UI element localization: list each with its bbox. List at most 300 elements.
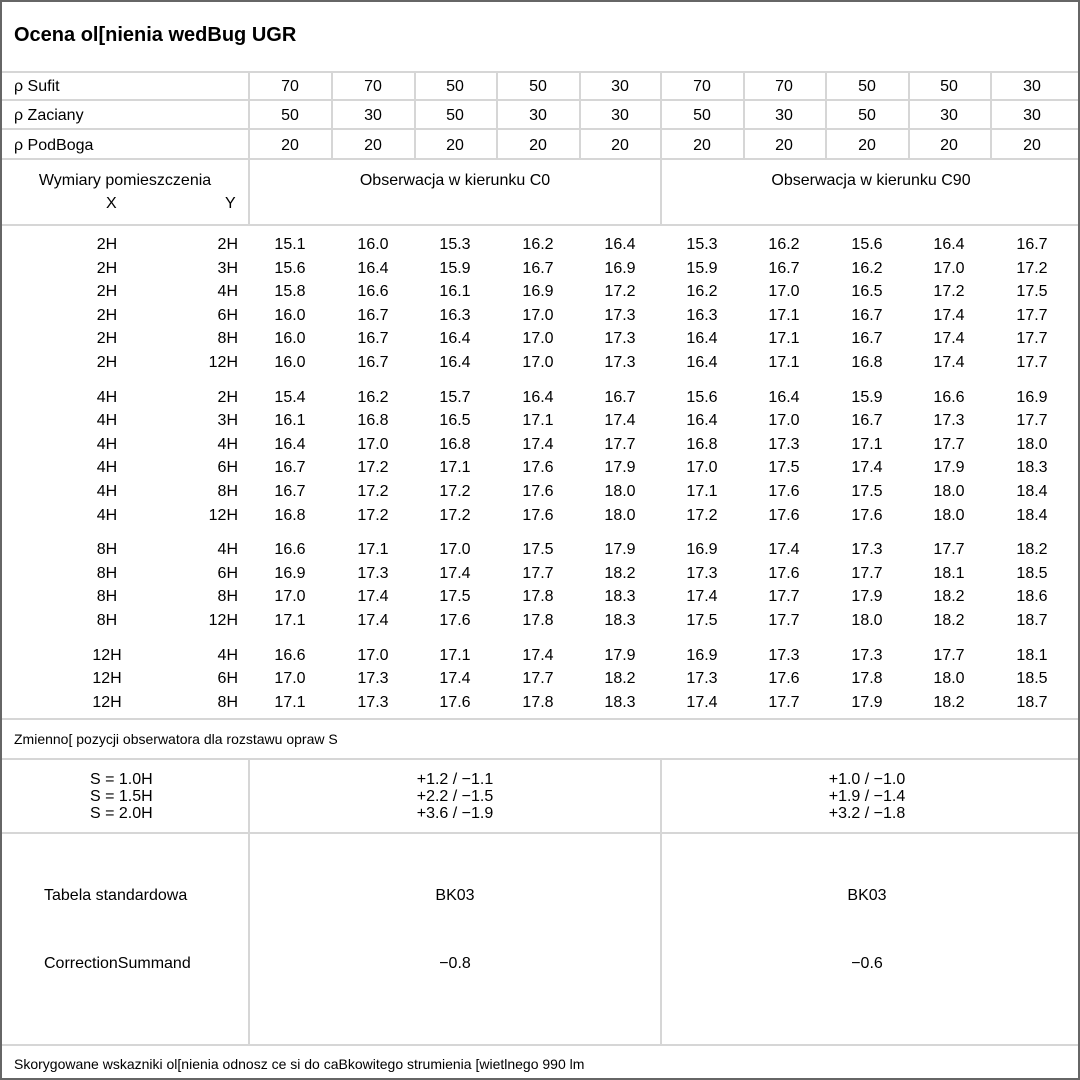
ugr-value: 18.6 bbox=[1016, 588, 1048, 605]
row-y-dimension: 8H bbox=[217, 588, 238, 605]
ugr-value: 17.6 bbox=[768, 507, 800, 524]
row-y-dimension: 4H bbox=[217, 541, 238, 558]
row-x-dimension: 8H bbox=[96, 612, 118, 629]
ugr-value: 17.4 bbox=[357, 612, 389, 629]
row-y-dimension: 3H bbox=[217, 260, 238, 277]
ugr-value: 17.7 bbox=[1016, 412, 1048, 429]
ugr-value: 17.9 bbox=[851, 588, 883, 605]
reflectance-value: 30 bbox=[1023, 78, 1041, 95]
correction-label: CorrectionSummand bbox=[44, 955, 191, 972]
ugr-value: 17.3 bbox=[851, 541, 883, 558]
ugr-value: 18.0 bbox=[933, 670, 965, 687]
reflectance-label: ρ Zaciany bbox=[14, 107, 84, 124]
ugr-value: 15.9 bbox=[686, 260, 718, 277]
row-y-dimension: 2H bbox=[217, 236, 238, 253]
ugr-value: 16.9 bbox=[686, 647, 718, 664]
row-y-dimension: 8H bbox=[217, 330, 238, 347]
variation-value: +3.2 / −1.8 bbox=[828, 805, 906, 822]
ugr-value: 17.4 bbox=[522, 647, 554, 664]
ugr-value: 17.0 bbox=[357, 436, 389, 453]
reflectance-value: 20 bbox=[281, 137, 299, 154]
ugr-value: 16.7 bbox=[274, 483, 306, 500]
reflectance-value: 50 bbox=[446, 107, 464, 124]
rule bbox=[2, 1044, 1080, 1046]
y-label: Y bbox=[225, 195, 236, 212]
ugr-value: 17.1 bbox=[274, 612, 306, 629]
ugr-value: 15.8 bbox=[274, 283, 306, 300]
correction-c90: −0.6 bbox=[851, 955, 883, 972]
correction-c0: −0.8 bbox=[439, 955, 471, 972]
ugr-value: 17.6 bbox=[522, 459, 554, 476]
ugr-value: 17.1 bbox=[768, 330, 800, 347]
ugr-value: 16.7 bbox=[357, 307, 389, 324]
ugr-value: 16.8 bbox=[357, 412, 389, 429]
ugr-value: 16.4 bbox=[686, 412, 718, 429]
rule bbox=[2, 71, 1080, 73]
reflectance-label: ρ Sufit bbox=[14, 78, 60, 95]
ugr-value: 17.3 bbox=[768, 436, 800, 453]
reflectance-value: 70 bbox=[775, 78, 793, 95]
row-y-dimension: 2H bbox=[217, 389, 238, 406]
ugr-value: 17.6 bbox=[522, 483, 554, 500]
ugr-value: 17.0 bbox=[522, 330, 554, 347]
ugr-value: 18.0 bbox=[1016, 436, 1048, 453]
ugr-value: 16.9 bbox=[1016, 389, 1048, 406]
ugr-value: 17.2 bbox=[357, 483, 389, 500]
ugr-value: 16.6 bbox=[933, 389, 965, 406]
ugr-value: 17.2 bbox=[686, 507, 718, 524]
ugr-value: 17.3 bbox=[768, 647, 800, 664]
ugr-value: 17.2 bbox=[1016, 260, 1048, 277]
reflectance-value: 30 bbox=[940, 107, 958, 124]
rule bbox=[2, 158, 1080, 160]
row-y-dimension: 3H bbox=[217, 412, 238, 429]
reflectance-label: ρ PodBoga bbox=[14, 137, 94, 154]
ugr-value: 16.9 bbox=[604, 260, 636, 277]
ugr-value: 15.9 bbox=[439, 260, 471, 277]
ugr-value: 18.7 bbox=[1016, 612, 1048, 629]
reflectance-value: 20 bbox=[940, 137, 958, 154]
ugr-value: 17.4 bbox=[768, 541, 800, 558]
row-y-dimension: 6H bbox=[217, 307, 238, 324]
ugr-value: 16.0 bbox=[274, 354, 306, 371]
rule bbox=[579, 71, 581, 158]
ugr-value: 17.0 bbox=[933, 260, 965, 277]
reflectance-value: 30 bbox=[775, 107, 793, 124]
ugr-value: 17.1 bbox=[439, 459, 471, 476]
ugr-value: 16.6 bbox=[357, 283, 389, 300]
ugr-value: 17.7 bbox=[1016, 354, 1048, 371]
rule bbox=[660, 758, 662, 1044]
ugr-value: 16.2 bbox=[357, 389, 389, 406]
rule bbox=[331, 71, 333, 158]
ugr-value: 18.2 bbox=[933, 612, 965, 629]
ugr-value: 17.7 bbox=[933, 436, 965, 453]
ugr-value: 17.2 bbox=[357, 507, 389, 524]
ugr-value: 17.4 bbox=[439, 565, 471, 582]
row-x-dimension: 2H bbox=[96, 354, 118, 371]
ugr-value: 16.0 bbox=[357, 236, 389, 253]
rule bbox=[660, 71, 662, 158]
reflectance-value: 20 bbox=[1023, 137, 1041, 154]
ugr-value: 17.0 bbox=[522, 307, 554, 324]
row-x-dimension: 4H bbox=[96, 483, 118, 500]
ugr-value: 15.3 bbox=[686, 236, 718, 253]
row-x-dimension: 2H bbox=[96, 236, 118, 253]
ugr-value: 17.0 bbox=[768, 412, 800, 429]
ugr-value: 17.7 bbox=[851, 565, 883, 582]
ugr-value: 15.1 bbox=[274, 236, 306, 253]
variation-value: +1.2 / −1.1 bbox=[416, 771, 494, 788]
reflectance-value: 70 bbox=[693, 78, 711, 95]
ugr-value: 17.5 bbox=[1016, 283, 1048, 300]
row-x-dimension: 4H bbox=[96, 412, 118, 429]
ugr-value: 16.2 bbox=[768, 236, 800, 253]
rule bbox=[2, 99, 1080, 101]
ugr-value: 15.6 bbox=[274, 260, 306, 277]
ugr-value: 17.3 bbox=[604, 354, 636, 371]
ugr-value: 17.0 bbox=[357, 647, 389, 664]
reflectance-value: 70 bbox=[281, 78, 299, 95]
ugr-value: 16.7 bbox=[1016, 236, 1048, 253]
row-x-dimension: 4H bbox=[96, 459, 118, 476]
ugr-value: 16.4 bbox=[686, 354, 718, 371]
ugr-value: 17.4 bbox=[933, 354, 965, 371]
reflectance-value: 20 bbox=[693, 137, 711, 154]
spacing-item: S = 1.0H bbox=[90, 771, 153, 788]
ugr-value: 17.6 bbox=[768, 670, 800, 687]
ugr-value: 15.3 bbox=[439, 236, 471, 253]
ugr-value: 18.3 bbox=[604, 612, 636, 629]
row-y-dimension: 6H bbox=[217, 459, 238, 476]
ugr-value: 18.4 bbox=[1016, 507, 1048, 524]
row-x-dimension: 4H bbox=[96, 389, 118, 406]
ugr-value: 17.4 bbox=[851, 459, 883, 476]
ugr-value: 17.1 bbox=[357, 541, 389, 558]
rule bbox=[2, 758, 1080, 760]
ugr-value: 16.8 bbox=[274, 507, 306, 524]
ugr-value: 17.4 bbox=[686, 588, 718, 605]
ugr-value: 17.3 bbox=[357, 565, 389, 582]
row-x-dimension: 4H bbox=[96, 507, 118, 524]
reflectance-value: 50 bbox=[281, 107, 299, 124]
ugr-value: 17.4 bbox=[933, 307, 965, 324]
ugr-value: 17.0 bbox=[522, 354, 554, 371]
ugr-value: 17.0 bbox=[686, 459, 718, 476]
ugr-value: 16.4 bbox=[768, 389, 800, 406]
ugr-value: 17.4 bbox=[686, 694, 718, 711]
ugr-value: 16.7 bbox=[522, 260, 554, 277]
ugr-value: 17.5 bbox=[851, 483, 883, 500]
ugr-value: 18.2 bbox=[933, 694, 965, 711]
ugr-value: 18.0 bbox=[604, 507, 636, 524]
ugr-value: 16.1 bbox=[439, 283, 471, 300]
ugr-value: 17.1 bbox=[768, 354, 800, 371]
reflectance-value: 20 bbox=[775, 137, 793, 154]
ugr-value: 17.5 bbox=[686, 612, 718, 629]
reflectance-value: 50 bbox=[858, 107, 876, 124]
reflectance-value: 50 bbox=[858, 78, 876, 95]
row-y-dimension: 6H bbox=[217, 670, 238, 687]
ugr-value: 17.9 bbox=[933, 459, 965, 476]
ugr-value: 16.9 bbox=[522, 283, 554, 300]
row-x-dimension: 12H bbox=[92, 670, 122, 687]
ugr-value: 17.5 bbox=[522, 541, 554, 558]
observation-c90-label: Obserwacja w kierunku C90 bbox=[771, 172, 971, 189]
spacing-list bbox=[90, 771, 153, 822]
ugr-value: 17.8 bbox=[522, 612, 554, 629]
row-x-dimension: 12H bbox=[92, 647, 122, 664]
ugr-value: 18.1 bbox=[933, 565, 965, 582]
ugr-value: 16.4 bbox=[274, 436, 306, 453]
ugr-value: 17.5 bbox=[768, 459, 800, 476]
ugr-value: 16.4 bbox=[604, 236, 636, 253]
ugr-value: 17.3 bbox=[933, 412, 965, 429]
page-title: Ocena ol[nienia wedBug UGR bbox=[14, 24, 297, 46]
reflectance-value: 70 bbox=[364, 78, 382, 95]
rule bbox=[2, 718, 1080, 720]
ugr-value: 16.7 bbox=[768, 260, 800, 277]
ugr-value: 16.4 bbox=[439, 330, 471, 347]
ugr-value: 17.0 bbox=[439, 541, 471, 558]
rule bbox=[743, 71, 745, 158]
ugr-value: 16.6 bbox=[274, 541, 306, 558]
standard-table-c90: BK03 bbox=[847, 887, 887, 904]
ugr-value: 18.3 bbox=[604, 694, 636, 711]
ugr-value: 18.7 bbox=[1016, 694, 1048, 711]
ugr-value: 17.7 bbox=[768, 612, 800, 629]
ugr-value: 17.2 bbox=[439, 507, 471, 524]
ugr-value: 15.6 bbox=[851, 236, 883, 253]
ugr-value: 15.9 bbox=[851, 389, 883, 406]
ugr-value: 16.7 bbox=[604, 389, 636, 406]
ugr-value: 17.4 bbox=[439, 670, 471, 687]
reflectance-value: 50 bbox=[693, 107, 711, 124]
ugr-value: 16.4 bbox=[522, 389, 554, 406]
ugr-value: 17.8 bbox=[522, 588, 554, 605]
ugr-value: 16.4 bbox=[357, 260, 389, 277]
reflectance-value: 50 bbox=[529, 78, 547, 95]
ugr-value: 17.1 bbox=[768, 307, 800, 324]
ugr-value: 18.0 bbox=[933, 507, 965, 524]
rule bbox=[660, 158, 662, 224]
variation-c0 bbox=[355, 771, 555, 822]
ugr-value: 16.0 bbox=[274, 307, 306, 324]
ugr-value: 16.8 bbox=[686, 436, 718, 453]
ugr-value: 18.2 bbox=[933, 588, 965, 605]
reflectance-value: 20 bbox=[364, 137, 382, 154]
x-label: X bbox=[106, 195, 117, 212]
ugr-value: 17.7 bbox=[933, 541, 965, 558]
ugr-value: 16.9 bbox=[274, 565, 306, 582]
ugr-value: 16.0 bbox=[274, 330, 306, 347]
row-x-dimension: 2H bbox=[96, 330, 118, 347]
ugr-value: 16.3 bbox=[439, 307, 471, 324]
ugr-value: 16.7 bbox=[274, 459, 306, 476]
rule bbox=[825, 71, 827, 158]
ugr-value: 17.2 bbox=[604, 283, 636, 300]
ugr-value: 17.3 bbox=[686, 670, 718, 687]
ugr-value: 17.6 bbox=[439, 612, 471, 629]
row-x-dimension: 8H bbox=[96, 588, 118, 605]
rule bbox=[248, 71, 250, 225]
ugr-value: 17.9 bbox=[604, 459, 636, 476]
ugr-value: 17.3 bbox=[357, 670, 389, 687]
row-x-dimension: 4H bbox=[96, 436, 118, 453]
ugr-value: 16.2 bbox=[851, 260, 883, 277]
reflectance-value: 30 bbox=[611, 78, 629, 95]
ugr-value: 17.7 bbox=[1016, 330, 1048, 347]
ugr-value: 17.4 bbox=[604, 412, 636, 429]
ugr-value: 16.2 bbox=[686, 283, 718, 300]
row-y-dimension: 4H bbox=[217, 436, 238, 453]
ugr-value: 16.9 bbox=[686, 541, 718, 558]
ugr-value: 17.5 bbox=[439, 588, 471, 605]
row-x-dimension: 8H bbox=[96, 541, 118, 558]
ugr-value: 17.7 bbox=[522, 565, 554, 582]
ugr-value: 17.1 bbox=[686, 483, 718, 500]
ugr-value: 16.2 bbox=[522, 236, 554, 253]
ugr-value: 17.6 bbox=[851, 507, 883, 524]
ugr-value: 18.0 bbox=[604, 483, 636, 500]
ugr-value: 17.4 bbox=[357, 588, 389, 605]
ugr-value: 17.6 bbox=[439, 694, 471, 711]
ugr-value: 16.7 bbox=[851, 330, 883, 347]
variation-value: +1.9 / −1.4 bbox=[828, 788, 906, 805]
rule bbox=[990, 71, 992, 158]
room-dimensions-label: Wymiary pomieszczenia bbox=[38, 172, 212, 189]
ugr-value: 16.5 bbox=[439, 412, 471, 429]
ugr-value: 17.9 bbox=[604, 541, 636, 558]
ugr-value: 17.0 bbox=[274, 588, 306, 605]
rule bbox=[2, 832, 1080, 834]
variation-value: +1.0 / −1.0 bbox=[828, 771, 906, 788]
ugr-value: 17.2 bbox=[357, 459, 389, 476]
reflectance-value: 30 bbox=[529, 107, 547, 124]
ugr-value: 17.9 bbox=[604, 647, 636, 664]
ugr-value: 15.6 bbox=[686, 389, 718, 406]
ugr-value: 16.8 bbox=[851, 354, 883, 371]
ugr-value: 18.1 bbox=[1016, 647, 1048, 664]
ugr-value: 17.3 bbox=[851, 647, 883, 664]
row-x-dimension: 2H bbox=[96, 307, 118, 324]
ugr-value: 17.6 bbox=[768, 565, 800, 582]
ugr-value: 16.7 bbox=[851, 307, 883, 324]
ugr-value: 17.1 bbox=[274, 694, 306, 711]
ugr-value: 16.4 bbox=[933, 236, 965, 253]
reflectance-value: 20 bbox=[446, 137, 464, 154]
standard-table-c0: BK03 bbox=[435, 887, 475, 904]
row-y-dimension: 12H bbox=[208, 612, 238, 629]
standard-table-label: Tabela standardowa bbox=[44, 887, 188, 904]
spacing-item: S = 1.5H bbox=[90, 788, 153, 805]
variation-value: +2.2 / −1.5 bbox=[416, 788, 494, 805]
row-y-dimension: 6H bbox=[217, 565, 238, 582]
ugr-value: 18.2 bbox=[1016, 541, 1048, 558]
ugr-value: 18.4 bbox=[1016, 483, 1048, 500]
reflectance-value: 30 bbox=[611, 107, 629, 124]
ugr-value: 17.6 bbox=[522, 507, 554, 524]
row-y-dimension: 8H bbox=[217, 694, 238, 711]
row-y-dimension: 12H bbox=[208, 354, 238, 371]
ugr-value: 17.7 bbox=[1016, 307, 1048, 324]
ugr-value: 17.1 bbox=[439, 647, 471, 664]
reflectance-value: 30 bbox=[364, 107, 382, 124]
ugr-value: 18.2 bbox=[604, 670, 636, 687]
rule bbox=[908, 71, 910, 158]
reflectance-value: 30 bbox=[1023, 107, 1041, 124]
reflectance-value: 20 bbox=[611, 137, 629, 154]
ugr-value: 17.3 bbox=[357, 694, 389, 711]
ugr-value: 18.3 bbox=[1016, 459, 1048, 476]
observation-c0-label: Obserwacja w kierunku C0 bbox=[359, 172, 551, 189]
ugr-value: 17.9 bbox=[851, 694, 883, 711]
variation-c90 bbox=[767, 771, 967, 822]
ugr-value: 16.7 bbox=[357, 354, 389, 371]
rule bbox=[496, 71, 498, 158]
row-x-dimension: 2H bbox=[96, 260, 118, 277]
ugr-value: 17.7 bbox=[933, 647, 965, 664]
ugr-value: 17.4 bbox=[933, 330, 965, 347]
row-x-dimension: 8H bbox=[96, 565, 118, 582]
rule bbox=[414, 71, 416, 158]
ugr-value: 17.3 bbox=[686, 565, 718, 582]
row-x-dimension: 12H bbox=[92, 694, 122, 711]
rule bbox=[2, 128, 1080, 130]
ugr-value: 17.0 bbox=[768, 283, 800, 300]
ugr-value: 16.7 bbox=[357, 330, 389, 347]
ugr-value: 16.1 bbox=[274, 412, 306, 429]
row-y-dimension: 4H bbox=[217, 283, 238, 300]
ugr-value: 17.3 bbox=[604, 307, 636, 324]
ugr-value: 16.6 bbox=[274, 647, 306, 664]
ugr-value: 15.4 bbox=[274, 389, 306, 406]
ugr-value: 17.7 bbox=[768, 588, 800, 605]
ugr-value: 18.0 bbox=[933, 483, 965, 500]
reflectance-value: 50 bbox=[940, 78, 958, 95]
ugr-value: 18.0 bbox=[851, 612, 883, 629]
ugr-value: 17.2 bbox=[933, 283, 965, 300]
ugr-value: 17.7 bbox=[768, 694, 800, 711]
footer-note: Skorygowane wskazniki ol[nienia odnosz ce si do caBkowitego strumienia [wietlnego 990 lm bbox=[14, 1056, 585, 1072]
ugr-value: 16.4 bbox=[439, 354, 471, 371]
reflectance-value: 20 bbox=[529, 137, 547, 154]
variation-label: Zmienno[ pozycji obserwatora dla rozstawu opraw S bbox=[14, 731, 338, 747]
variation-value: +3.6 / −1.9 bbox=[416, 805, 494, 822]
spacing-item: S = 2.0H bbox=[90, 805, 153, 822]
ugr-value: 16.4 bbox=[686, 330, 718, 347]
ugr-value: 17.0 bbox=[274, 670, 306, 687]
ugr-value: 18.5 bbox=[1016, 670, 1048, 687]
ugr-value: 18.2 bbox=[604, 565, 636, 582]
ugr-value: 17.6 bbox=[768, 483, 800, 500]
ugr-value: 17.7 bbox=[522, 670, 554, 687]
row-y-dimension: 4H bbox=[217, 647, 238, 664]
row-x-dimension: 2H bbox=[96, 283, 118, 300]
row-y-dimension: 8H bbox=[217, 483, 238, 500]
ugr-value: 16.5 bbox=[851, 283, 883, 300]
ugr-value: 18.5 bbox=[1016, 565, 1048, 582]
ugr-value: 16.8 bbox=[439, 436, 471, 453]
reflectance-value: 50 bbox=[446, 78, 464, 95]
ugr-value: 18.3 bbox=[604, 588, 636, 605]
ugr-value: 17.7 bbox=[604, 436, 636, 453]
ugr-value: 17.3 bbox=[604, 330, 636, 347]
ugr-value: 16.3 bbox=[686, 307, 718, 324]
ugr-value: 17.8 bbox=[851, 670, 883, 687]
ugr-value: 16.7 bbox=[851, 412, 883, 429]
ugr-value: 17.4 bbox=[522, 436, 554, 453]
